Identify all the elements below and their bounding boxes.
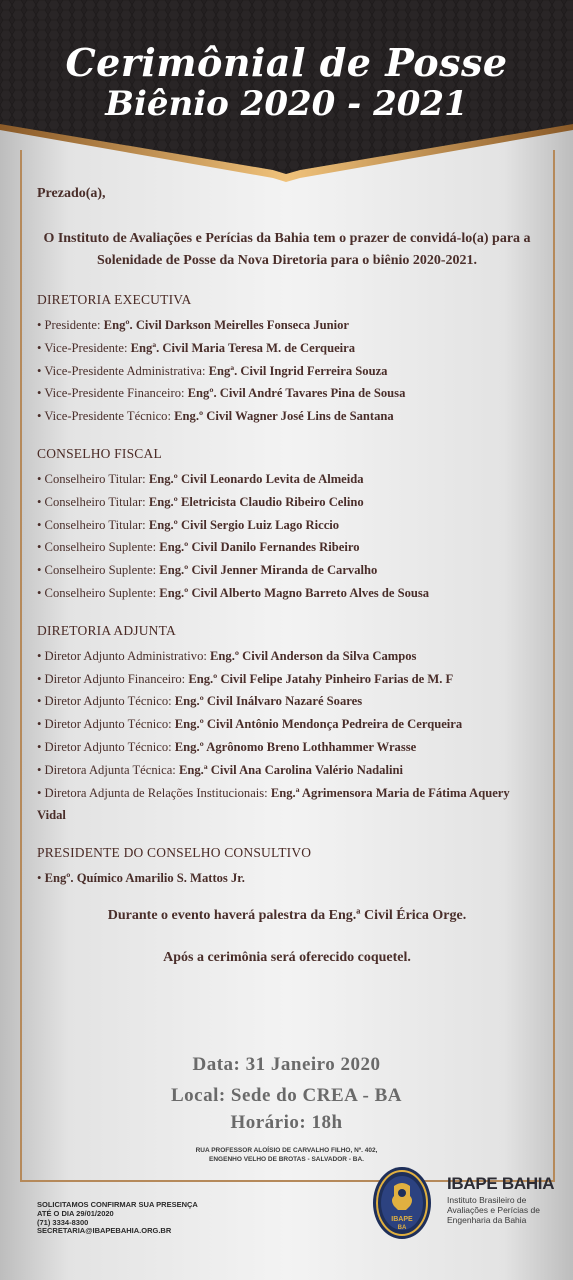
list-item	[37, 468, 537, 491]
member-role: • Conselheiro Titular:	[37, 517, 149, 532]
intro-paragraph: O Instituto de Avaliações e Perícias da Bahia tem o prazer de convidá-lo(a) para a Solenidade de Posse da Nova Diretoria para o biênio 2020-2021.	[43, 231, 531, 268]
rsvp-line1: SOLICITAMOS CONFIRMAR SUA PRESENÇA	[37, 1200, 198, 1209]
member-role: • Diretor Adjunto Financeiro:	[37, 671, 189, 686]
header-banner	[0, 0, 573, 200]
list-item	[37, 690, 537, 713]
member-role: • Conselheiro Suplente:	[37, 585, 160, 600]
list-item	[37, 736, 537, 759]
brand-sub-line2: Avaliações e Perícias de	[447, 1204, 540, 1215]
member-name: Eng.º Civil Jenner Miranda de Carvalho	[159, 563, 378, 578]
member-name: Engº. Civil André Tavares Pina de Sousa	[187, 386, 406, 401]
member-name: Eng.º Civil Leonardo Levita de Almeida	[148, 471, 364, 486]
list-item	[37, 867, 537, 890]
section-title: DIRETORIA ADJUNTA	[37, 622, 176, 638]
member-role: • Conselheiro Suplente:	[37, 540, 160, 555]
member-name: Engª. Civil Maria Teresa M. de Cerqueira	[130, 340, 356, 355]
list-item	[37, 405, 537, 428]
lecture-note: Durante o evento haverá palestra da Eng.ª Civil Érica Orge.	[107, 907, 467, 923]
member-role: • Diretor Adjunto Técnico:	[37, 694, 175, 709]
section-title: DIRETORIA EXECUTIVA	[37, 292, 192, 307]
member-name: Eng.º Civil Danilo Fernandes Ribeiro	[159, 540, 360, 555]
list-item	[37, 782, 537, 828]
member-role: •	[37, 871, 45, 886]
member-name: Eng.º Civil Inálvaro Nazaré Soares	[174, 694, 363, 709]
member-list	[37, 645, 537, 827]
list-item	[37, 759, 537, 782]
member-role: • Conselheiro Titular:	[37, 471, 149, 486]
list-item	[37, 668, 537, 691]
member-name: Eng.º Civil Sergio Luiz Lago Riccio	[148, 517, 340, 532]
ibape-logo	[372, 1166, 432, 1240]
member-role: • Conselheiro Suplente:	[37, 563, 160, 578]
brand-block	[447, 1174, 554, 1225]
member-name: Eng.º Civil Antônio Mendonça Pedreira de Cerqueira	[174, 717, 463, 732]
member-role: • Diretor Adjunto Administrativo:	[37, 648, 211, 663]
section-title: PRESIDENTE DO CONSELHO CONSULTIVO	[37, 845, 312, 861]
header-title-line2: Biênio 2020 - 2021	[105, 84, 468, 124]
member-name: Engº. Civil Darkson Meirelles Fonseca Junior	[103, 318, 349, 332]
frame-border-right	[553, 150, 555, 1180]
event-location: Local: Sede do CREA - BA	[170, 1085, 403, 1106]
member-list	[37, 314, 537, 428]
member-name: Engº. Químico Amarilio S. Mattos Jr.	[44, 871, 245, 886]
list-item	[37, 314, 537, 337]
logo-text-ba: BA	[397, 1225, 407, 1231]
cocktail-note: Após a cerimônia será oferecido coquetel.	[163, 949, 411, 965]
event-date: Data: 31 Janeiro 2020	[192, 1054, 381, 1075]
greeting: Prezado(a),	[37, 186, 106, 201]
brand-sub-line1: Instituto Brasileiro de	[447, 1195, 527, 1205]
member-name: Engª. Civil Ingrid Ferreira Souza	[208, 363, 388, 378]
rsvp-email: SECRETARIA@IBAPEBAHIA.ORG.BR	[37, 1226, 172, 1236]
member-role: • Diretor Adjunto Técnico:	[37, 739, 175, 754]
member-role: • Vice-Presidente Financeiro:	[37, 386, 188, 401]
address-line2: ENGENHO VELHO DE BROTAS - SALVADOR - BA.	[209, 1156, 364, 1163]
rsvp-deadline: ATÉ O DIA 29/01/2020	[37, 1208, 114, 1218]
member-role: • Diretora Adjunta de Relações Institucionais:	[37, 785, 271, 800]
member-role: • Diretora Adjunta Técnica:	[37, 762, 179, 777]
section-presidente-conselho-consultivo	[37, 845, 537, 890]
list-item	[37, 559, 537, 582]
list-item	[37, 360, 537, 383]
invitation-body	[37, 186, 537, 966]
list-item	[37, 382, 537, 405]
brand-sub-line3: Engenharia da Bahia	[447, 1214, 527, 1225]
list-item	[37, 514, 537, 537]
member-role: • Conselheiro Titular:	[37, 494, 149, 509]
rsvp-phone: (71) 3334-8300	[37, 1217, 89, 1227]
list-item	[37, 536, 537, 559]
section-title: CONSELHO FISCAL	[37, 445, 162, 461]
list-item	[37, 645, 537, 668]
section-conselho-fiscal	[37, 446, 537, 605]
address-line1: RUA PROFESSOR ALOÍSIO DE CARVALHO FILHO, Nº. 402,	[195, 1147, 378, 1154]
member-name: Eng.º Agrônomo Breno Lothhammer Wrasse	[174, 739, 417, 754]
list-item	[37, 491, 537, 514]
member-role: • Vice-Presidente Administrativa:	[37, 363, 209, 378]
member-list	[37, 468, 537, 605]
member-role: • Diretor Adjunto Técnico:	[37, 717, 175, 732]
frame-border-left	[20, 150, 22, 1180]
member-name: Eng.º Civil Wagner José Lins de Santana	[174, 409, 394, 424]
rsvp-block	[37, 1201, 198, 1236]
event-time: Horário: 18h	[230, 1112, 343, 1133]
section-diretoria-executiva	[37, 292, 537, 428]
member-name: Eng.ª Civil Ana Carolina Valério Nadalini	[178, 762, 403, 777]
list-item	[37, 582, 537, 605]
member-name: Eng.º Eletricista Claudio Ribeiro Celino	[148, 494, 364, 509]
section-diretoria-adjunta	[37, 623, 537, 827]
list-item	[37, 713, 537, 736]
member-name: Eng.º Civil Felipe Jatahy Pinheiro Farias de M. F	[188, 671, 454, 686]
member-list	[37, 867, 537, 890]
member-name: Eng.ª Agrimensora Maria de Fátima Aquery Vidal	[37, 785, 510, 823]
member-name: Eng.º Civil Anderson da Silva Campos	[210, 648, 417, 663]
member-name: Eng.º Civil Alberto Magno Barreto Alves de Sousa	[159, 585, 430, 600]
logo-text-ibape: IBAPE	[391, 1216, 413, 1223]
member-role: • Vice-Presidente:	[37, 340, 131, 355]
member-role: • Vice-Presidente Técnico:	[37, 409, 175, 424]
header-title-line1: Cerimônial de Posse	[65, 40, 508, 85]
brand-name: IBAPE BAHIA	[447, 1174, 555, 1193]
brand-subtitle	[447, 1196, 554, 1225]
list-item	[37, 337, 537, 360]
member-role: • Presidente:	[37, 318, 104, 332]
ibape-seal-icon	[372, 1166, 432, 1240]
